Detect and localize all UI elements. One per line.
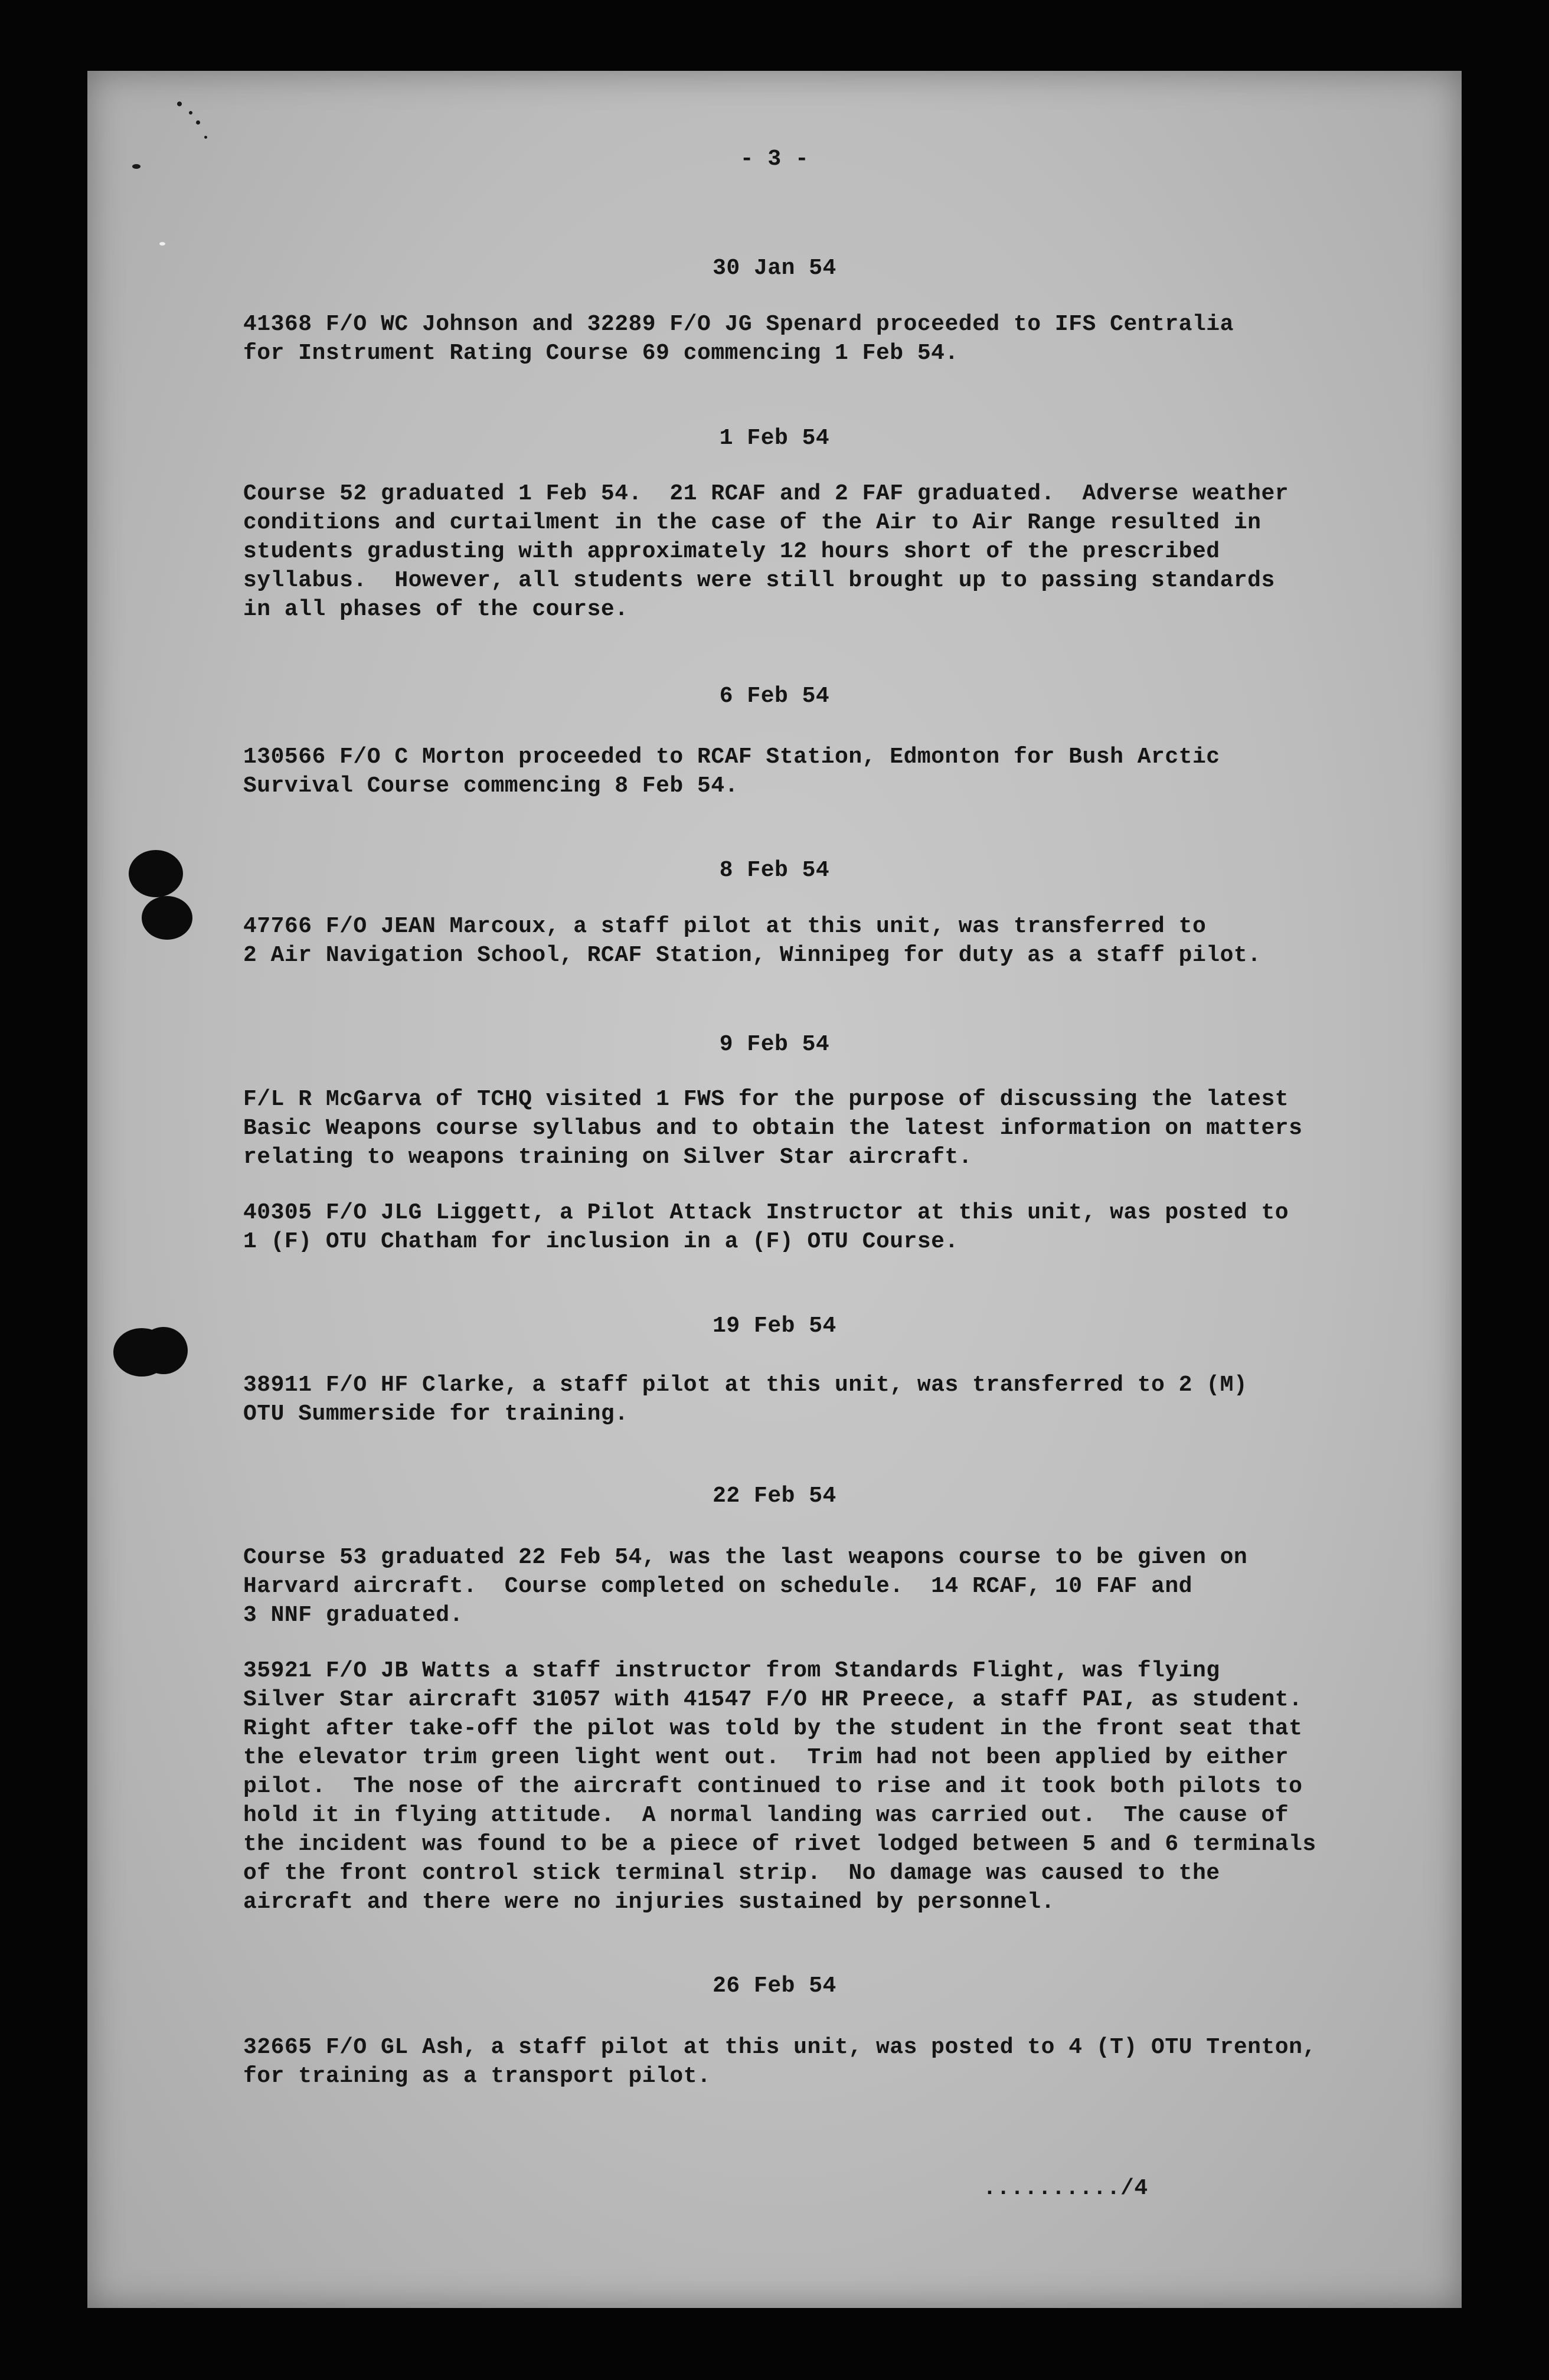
entry-line: conditions and curtailment in the case of the Air to Air Range resulted in bbox=[243, 510, 1262, 535]
entry-line: Right after take-off the pilot was told by the student in the front seat that bbox=[243, 1716, 1303, 1741]
entry-line: Course 53 graduated 22 Feb 54, was the last weapons course to be given on bbox=[243, 1545, 1248, 1570]
entry-line: syllabus. However, all students were still brought up to passing standards bbox=[243, 568, 1275, 593]
entry-date: 6 Feb 54 bbox=[719, 684, 830, 709]
entry-line: Survival Course commencing 8 Feb 54. bbox=[243, 773, 738, 799]
entry-line: F/L R McGarva of TCHQ visited 1 FWS for the purpose of discussing the latest bbox=[243, 1087, 1289, 1112]
entry-line: of the front control stick terminal strip. No damage was caused to the bbox=[243, 1861, 1220, 1886]
entry-line: for Instrument Rating Course 69 commencing 1 Feb 54. bbox=[243, 341, 959, 366]
entry-line: in all phases of the course. bbox=[243, 597, 629, 622]
entry-line: for training as a transport pilot. bbox=[243, 2064, 711, 2089]
entry-line: the elevator trim green light went out. Trim had not been applied by either bbox=[243, 1745, 1289, 1770]
entry-line: 41368 F/O WC Johnson and 32289 F/O JG Spenard proceeded to IFS Centralia bbox=[243, 312, 1234, 337]
entry-line: 32665 F/O GL Ash, a staff pilot at this unit, was posted to 4 (T) OTU Trenton, bbox=[243, 2035, 1316, 2060]
entry-line: Silver Star aircraft 31057 with 41547 F/O HR Preece, a staff PAI, as student. bbox=[243, 1687, 1303, 1712]
entry-line: 1 (F) OTU Chatham for inclusion in a (F) OTU Course. bbox=[243, 1229, 959, 1254]
entry-date: 9 Feb 54 bbox=[719, 1032, 830, 1057]
entry-date: 1 Feb 54 bbox=[719, 426, 830, 451]
entry-line: hold it in flying attitude. A normal landing was carried out. The cause of bbox=[243, 1803, 1289, 1828]
entry-line: Course 52 graduated 1 Feb 54. 21 RCAF and 2 FAF graduated. Adverse weather bbox=[243, 481, 1289, 506]
entry-line: 2 Air Navigation School, RCAF Station, Winnipeg for duty as a staff pilot. bbox=[243, 943, 1262, 968]
entry-line: the incident was found to be a piece of rivet lodged between 5 and 6 terminals bbox=[243, 1832, 1316, 1857]
entry-date: 22 Feb 54 bbox=[713, 1483, 836, 1509]
page-number: - 3 - bbox=[740, 146, 809, 172]
paper-speck bbox=[159, 242, 165, 246]
entry-line: OTU Summerside for training. bbox=[243, 1401, 629, 1427]
entry-line: Basic Weapons course syllabus and to obtain the latest information on matters bbox=[243, 1116, 1303, 1141]
entry-line: 3 NNF graduated. bbox=[243, 1603, 463, 1628]
ink-speck bbox=[204, 136, 207, 139]
entry-line: 40305 F/O JLG Liggett, a Pilot Attack Instructor at this unit, was posted to bbox=[243, 1200, 1289, 1225]
entry-line: 130566 F/O C Morton proceeded to RCAF Station, Edmonton for Bush Arctic bbox=[243, 744, 1220, 770]
entry-date: 26 Feb 54 bbox=[713, 1973, 836, 1999]
entry-line: aircraft and there were no injuries sustained by personnel. bbox=[243, 1889, 1055, 1915]
continuation-marker: ........../4 bbox=[983, 2176, 1148, 2201]
ink-speck bbox=[177, 102, 182, 106]
entry-date: 19 Feb 54 bbox=[713, 1313, 836, 1339]
ink-speck bbox=[196, 120, 200, 125]
entry-line: pilot. The nose of the aircraft continued to rise and it took both pilots to bbox=[243, 1774, 1303, 1799]
entry-line: 38911 F/O HF Clarke, a staff pilot at this unit, was transferred to 2 (M) bbox=[243, 1372, 1248, 1398]
entry-line: 47766 F/O JEAN Marcoux, a staff pilot at this unit, was transferred to bbox=[243, 914, 1207, 939]
entry-line: students gradusting with approximately 12 hours short of the prescribed bbox=[243, 539, 1220, 564]
entry-line: Harvard aircraft. Course completed on schedule. 14 RCAF, 10 FAF and bbox=[243, 1574, 1192, 1599]
ink-speck bbox=[189, 111, 192, 115]
entry-date: 8 Feb 54 bbox=[719, 858, 830, 883]
binder-hole bbox=[142, 896, 192, 940]
entry-date: 30 Jan 54 bbox=[713, 256, 836, 281]
entry-line: 35921 F/O JB Watts a staff instructor from Standards Flight, was flying bbox=[243, 1658, 1220, 1683]
entry-line: relating to weapons training on Silver Star aircraft. bbox=[243, 1145, 973, 1170]
